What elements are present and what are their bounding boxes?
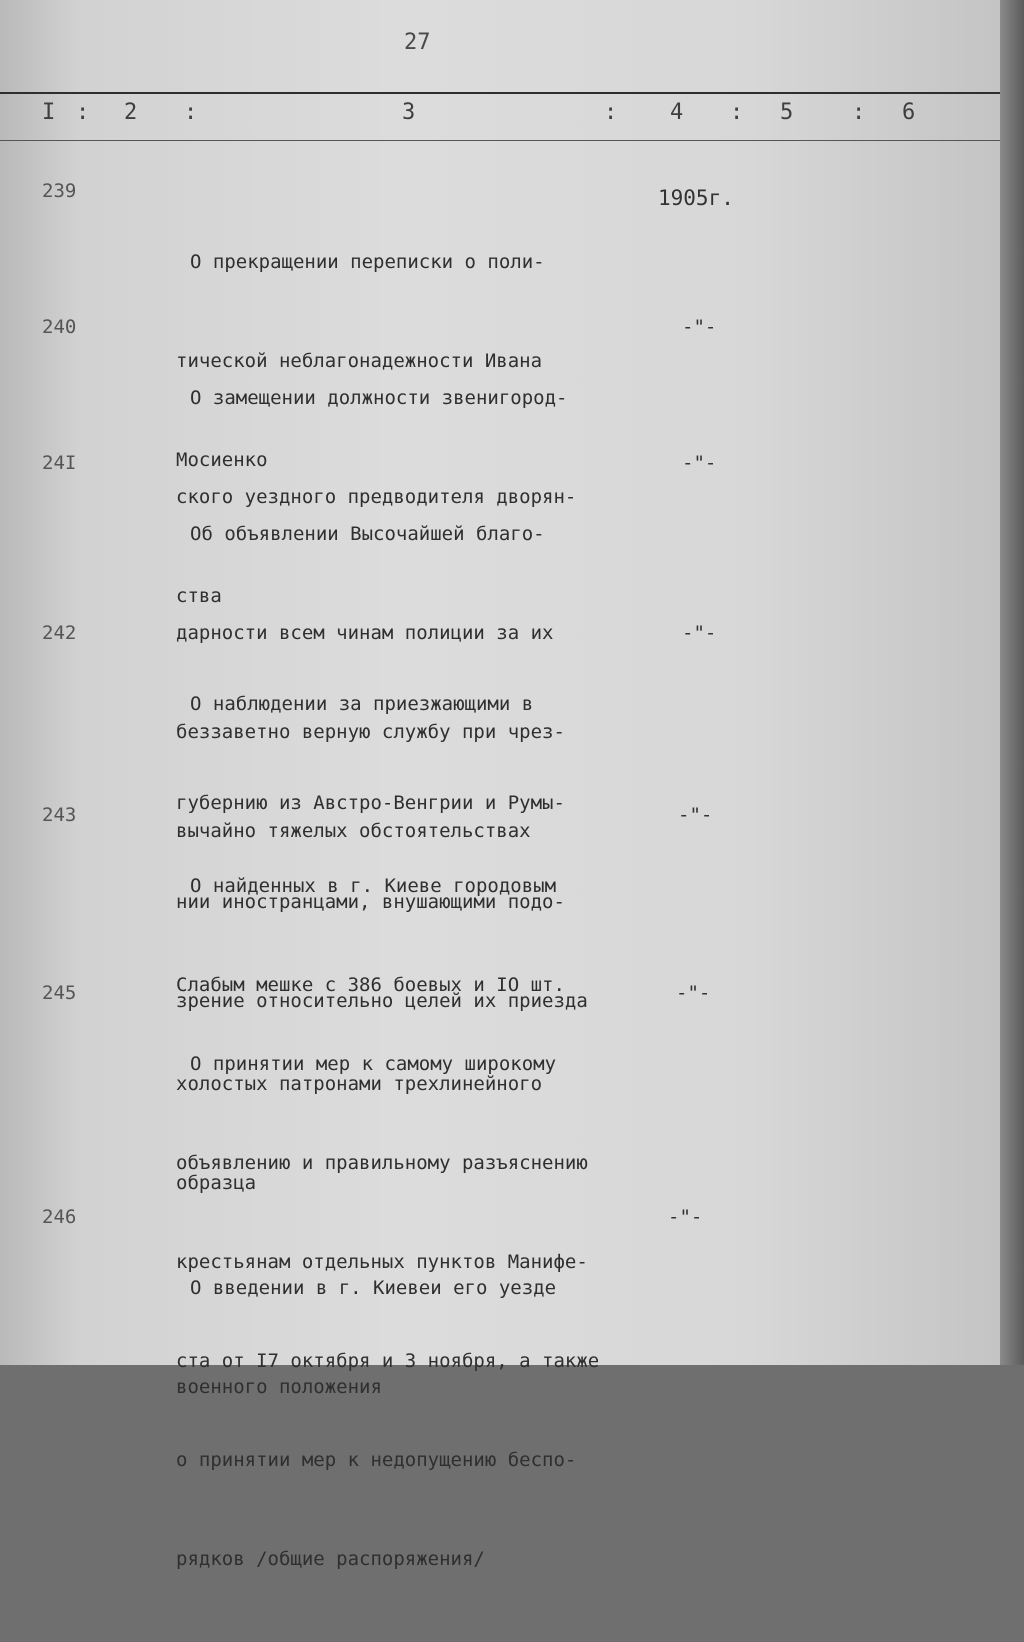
entry-date: -"- bbox=[682, 316, 717, 338]
page-edge-shadow bbox=[1000, 0, 1024, 1365]
entry-line: вычайно тяжелых обстоятельствах bbox=[176, 820, 531, 842]
entry-date: 1905г. bbox=[658, 186, 734, 210]
column-header-3: 3 bbox=[402, 100, 416, 125]
entry-line: О найденных в г. Киеве городовым bbox=[190, 875, 557, 897]
entry-line: крестьянам отдельных пунктов Манифе- bbox=[176, 1251, 588, 1273]
entry-line: О введении в г. Киевеи его уезде bbox=[190, 1277, 557, 1299]
entry-line: тической неблагонадежности Ивана bbox=[176, 350, 543, 372]
entry-line: образца bbox=[176, 1172, 257, 1194]
entry-number: 240 bbox=[42, 316, 77, 338]
column-header-row bbox=[0, 100, 1000, 134]
column-header-4: 4 bbox=[670, 100, 684, 125]
entry-number: 242 bbox=[42, 622, 77, 644]
entry-line: рядков /общие распоряжения/ bbox=[176, 1548, 485, 1570]
entry-line: ского уездного предводителя дворян- bbox=[176, 486, 577, 508]
entry-line: губернию из Австро-Венгрии и Румы- bbox=[176, 792, 565, 814]
entry-line: нии иностранцами, внушающими подо- bbox=[176, 891, 565, 913]
entry-line: О принятии мер к самому широкому bbox=[190, 1053, 557, 1075]
entry-line: холостых патронами трехлинейного bbox=[176, 1073, 543, 1095]
entry-line: объявлению и правильному разъяснению bbox=[176, 1152, 588, 1174]
entry-number: 239 bbox=[42, 180, 77, 202]
column-separator: : bbox=[604, 100, 618, 125]
entry-line: О замещении должности звенигород- bbox=[190, 387, 568, 409]
entry-line: Мосиенко bbox=[176, 449, 268, 471]
header-top-rule bbox=[0, 92, 1000, 94]
entry-date: -"- bbox=[682, 452, 717, 474]
column-header-2: 2 bbox=[124, 100, 138, 125]
entry-number: 243 bbox=[42, 804, 77, 826]
entry-date: -"- bbox=[678, 804, 713, 826]
entry-line: Слабым мешке с 386 боевых и IO шт. bbox=[176, 974, 565, 996]
page-number: 27 bbox=[404, 30, 431, 55]
column-header-1: I bbox=[42, 100, 56, 125]
entry-date: -"- bbox=[668, 1206, 703, 1228]
entry-line: беззаветно верную службу при чрез- bbox=[176, 721, 565, 743]
column-separator: : bbox=[184, 100, 198, 125]
entry-date: -"- bbox=[676, 982, 711, 1004]
entry-date: -"- bbox=[682, 622, 717, 644]
entry-number: 245 bbox=[42, 982, 77, 1004]
header-bottom-rule bbox=[0, 140, 1000, 141]
entry-line: О наблюдении за приезжающими в bbox=[190, 693, 534, 715]
entry-line: военного положения bbox=[176, 1376, 382, 1398]
entry-line: ста от I7 октября и 3 ноября, а также bbox=[176, 1350, 600, 1372]
entry-number: 246 bbox=[42, 1206, 77, 1228]
column-header-5: 5 bbox=[780, 100, 794, 125]
column-separator: : bbox=[852, 100, 866, 125]
column-separator: : bbox=[730, 100, 744, 125]
entry-number: 24I bbox=[42, 452, 77, 474]
column-header-6: 6 bbox=[902, 100, 916, 125]
entry-line: дарности всем чинам полиции за их bbox=[176, 622, 554, 644]
column-separator: : bbox=[76, 100, 90, 125]
entry-line: О прекращении переписки о поли- bbox=[190, 251, 545, 273]
entry-line: зрение относительно целей их приезда bbox=[176, 990, 588, 1012]
entry-line: ства bbox=[176, 585, 222, 607]
entry-line: о принятии мер к недопущению беспо- bbox=[176, 1449, 577, 1471]
entry-description bbox=[176, 1206, 676, 1470]
entry-line: Об объявлении Высочайшей благо- bbox=[190, 523, 545, 545]
